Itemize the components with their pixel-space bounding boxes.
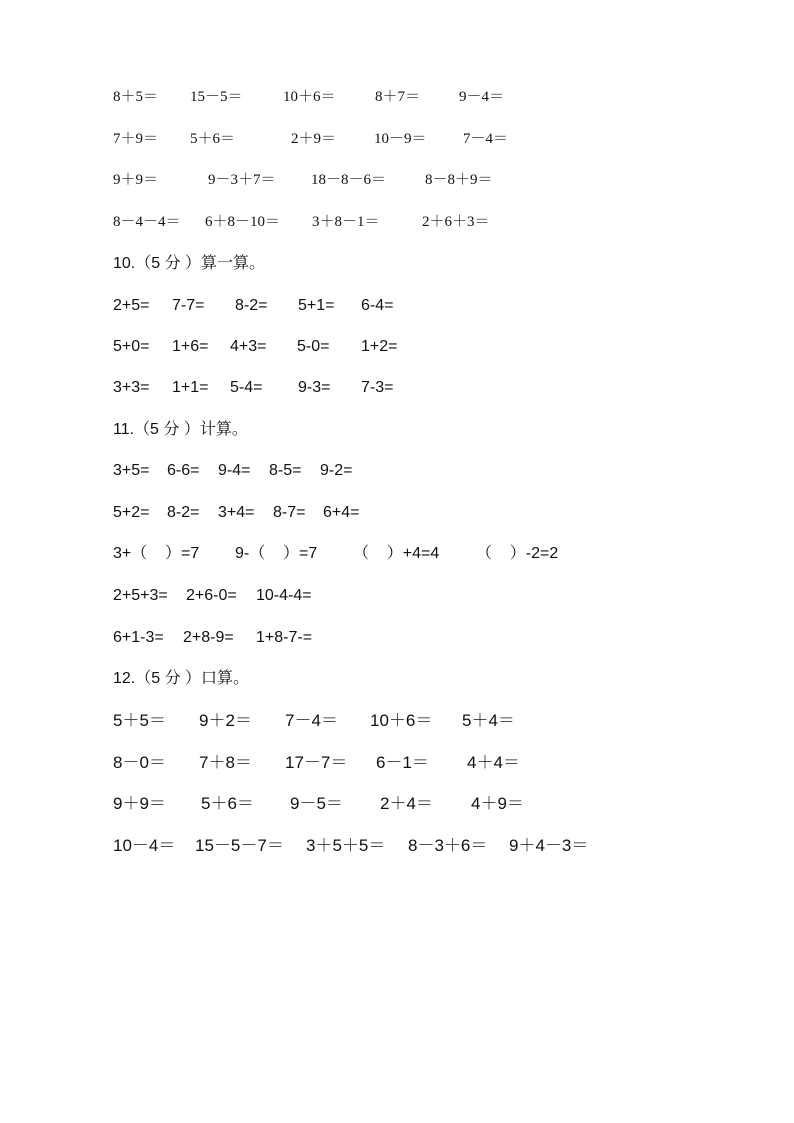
math-problem: 2＋4＝ bbox=[380, 794, 433, 813]
math-problem: 10－9＝ bbox=[374, 131, 427, 147]
math-problem: 2+8-9= bbox=[183, 629, 234, 646]
math-problem: 3+4= bbox=[218, 504, 255, 521]
math-problem: 6+1-3= bbox=[113, 629, 164, 646]
math-problem: 9＋9＝ bbox=[113, 794, 166, 813]
math-problem: 18－8－6＝ bbox=[311, 172, 387, 188]
math-problem: 4＋9＝ bbox=[471, 794, 524, 813]
fill-blank-problem: 9-（ ）=7 bbox=[235, 545, 318, 562]
math-problem: 1+1= bbox=[172, 379, 209, 396]
math-problem: 5＋6＝ bbox=[190, 131, 236, 147]
math-problem: 8－0＝ bbox=[113, 753, 166, 772]
math-problem: 6-6= bbox=[167, 462, 200, 479]
math-problem: 1+8-7-= bbox=[256, 629, 313, 646]
question-11-title: 11.（5 分 ）计算。 bbox=[113, 421, 248, 438]
math-problem: 2＋6＋3＝ bbox=[422, 214, 490, 230]
math-problem: 8-7= bbox=[273, 504, 306, 521]
math-problem: 9-3= bbox=[298, 379, 331, 396]
math-problem: 7－4＝ bbox=[285, 711, 338, 730]
math-problem: 10-4-4= bbox=[256, 587, 312, 604]
math-problem: 8-2= bbox=[167, 504, 200, 521]
math-problem: 3＋5＋5＝ bbox=[306, 836, 386, 855]
math-problem: 5-0= bbox=[297, 338, 330, 355]
math-problem: 8＋7＝ bbox=[375, 89, 421, 105]
math-problem: 17－7＝ bbox=[285, 753, 348, 772]
math-problem: 2＋9＝ bbox=[291, 131, 337, 147]
math-problem: 3+5= bbox=[113, 462, 150, 479]
question-12-title: 12.（5 分 ）口算。 bbox=[113, 670, 250, 687]
math-problem: 8-2= bbox=[235, 297, 268, 314]
math-problem: 8－4－4＝ bbox=[113, 214, 181, 230]
math-problem: 7-7= bbox=[172, 297, 205, 314]
math-problem: 1+2= bbox=[361, 338, 398, 355]
math-problem: 2+6-0= bbox=[186, 587, 237, 604]
math-problem: 5+1= bbox=[298, 297, 335, 314]
math-problem: 2+5= bbox=[113, 297, 150, 314]
math-problem: 9-2= bbox=[320, 462, 353, 479]
math-problem: 3＋8－1＝ bbox=[312, 214, 380, 230]
math-problem: 5+2= bbox=[113, 504, 150, 521]
fill-blank-problem: （ ）+4=4 bbox=[353, 545, 440, 562]
math-problem: 9－4＝ bbox=[459, 89, 505, 105]
math-problem: 8－8＋9＝ bbox=[425, 172, 493, 188]
math-problem: 6－1＝ bbox=[376, 753, 429, 772]
math-problem: 5＋4＝ bbox=[462, 711, 515, 730]
math-problem: 4+3= bbox=[230, 338, 267, 355]
math-problem: 10－4＝ bbox=[113, 836, 176, 855]
math-problem: 5＋6＝ bbox=[201, 794, 254, 813]
math-problem: 5＋5＝ bbox=[113, 711, 166, 730]
math-problem: 2+5+3= bbox=[113, 587, 168, 604]
math-problem: 9＋4－3＝ bbox=[509, 836, 589, 855]
fill-blank-problem: （ ）-2=2 bbox=[476, 545, 559, 562]
math-problem: 6＋8－10＝ bbox=[205, 214, 281, 230]
question-10-title: 10.（5 分 ）算一算。 bbox=[113, 255, 266, 272]
math-problem: 5+0= bbox=[113, 338, 150, 355]
math-problem: 8＋5＝ bbox=[113, 89, 159, 105]
math-problem: 10＋6＝ bbox=[283, 89, 336, 105]
math-problem: 8－3＋6＝ bbox=[408, 836, 488, 855]
math-problem: 7－4＝ bbox=[463, 131, 509, 147]
math-problem: 9-4= bbox=[218, 462, 251, 479]
fill-blank-problem: 3+（ ）=7 bbox=[113, 545, 200, 562]
math-problem: 6-4= bbox=[361, 297, 394, 314]
math-problem: 7＋8＝ bbox=[199, 753, 252, 772]
math-problem: 10＋6＝ bbox=[370, 711, 433, 730]
math-problem: 9＋2＝ bbox=[199, 711, 252, 730]
math-problem: 9－5＝ bbox=[290, 794, 343, 813]
math-problem: 15－5＝ bbox=[190, 89, 243, 105]
math-problem: 4＋4＝ bbox=[467, 753, 520, 772]
math-problem: 9－3＋7＝ bbox=[208, 172, 276, 188]
math-problem: 8-5= bbox=[269, 462, 302, 479]
math-problem: 3+3= bbox=[113, 379, 150, 396]
math-problem: 6+4= bbox=[323, 504, 360, 521]
math-problem: 7-3= bbox=[361, 379, 394, 396]
math-problem: 1+6= bbox=[172, 338, 209, 355]
math-problem: 5-4= bbox=[230, 379, 263, 396]
math-problem: 7＋9＝ bbox=[113, 131, 159, 147]
math-problem: 15－5－7＝ bbox=[195, 836, 284, 855]
math-problem: 9＋9＝ bbox=[113, 172, 159, 188]
